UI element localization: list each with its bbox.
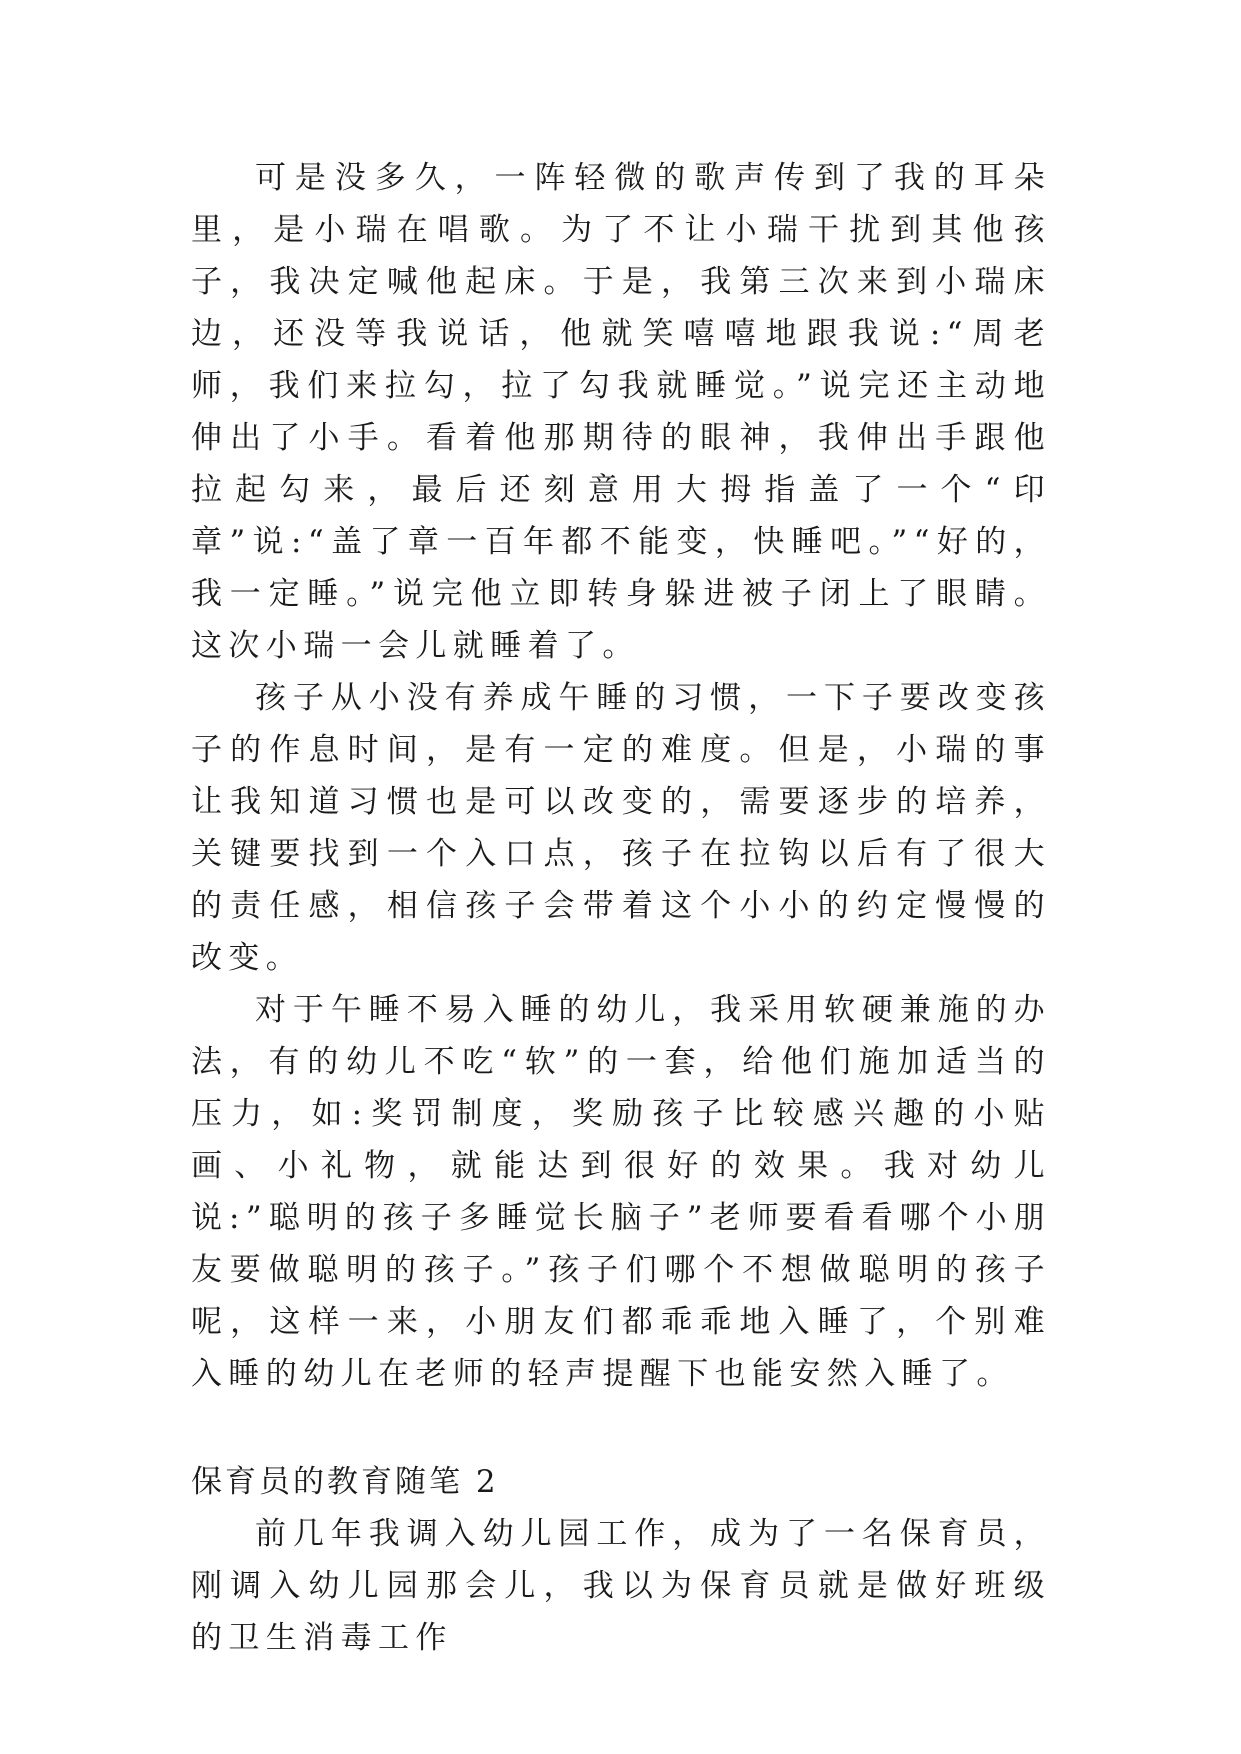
paragraph: 孩子从小没有养成午睡的习惯，一下子要改变孩子的作息时间，是有一定的难度。但是，小瑞的事让我知道习惯也是可以改变的，需要逐步的培养，关键要找到一个入口点，孩子在拉钩以后有了很大的责任感，相信孩子会带着这个小小的约定慢慢的改变。 (191, 680, 1051, 976)
paragraph: 对于午睡不易入睡的幼儿，我采用软硬兼施的办法，有的幼儿不吃“软”的一套，给他们施加适当的压力，如:奖罚制度，奖励孩子比较感兴趣的小贴画、小礼物，就能达到很好的效果。我对幼儿说:”聪明的孩子多睡觉长脑子”老师要看看哪个小朋友要做聪明的孩子。”孩子们哪个不想做聪明的孩子呢，这样一来，小朋友们都乖乖地入睡了，个别难入睡的幼儿在老师的轻声提醒下也能安然入睡了。 (191, 992, 1051, 1392)
document-body (191, 152, 1051, 1664)
paragraph: 前几年我调入幼儿园工作，成为了一名保育员，刚调入幼儿园那会儿，我以为保育员就是做好班级的卫生消毒工作 (191, 1516, 1051, 1656)
paragraph: 可是没多久，一阵轻微的歌声传到了我的耳朵里，是小瑞在唱歌。为了不让小瑞干扰到其他孩子，我决定喊他起床。于是，我第三次来到小瑞床边，还没等我说话，他就笑嘻嘻地跟我说:“周老师，我们来拉勾，拉了勾我就睡觉。”说完还主动地伸出了小手。看着他那期待的眼神，我伸出手跟他拉起勾来，最后还刻意用大拇指盖了一个“印章”说:“盖了章一百年都不能变，快睡吧。”“好的，我一定睡。”说完他立即转身躲进被子闭上了眼睛。这次小瑞一会儿就睡着了。 (191, 160, 1051, 664)
section-heading: 保育员的教育随笔 2 (191, 1464, 499, 1500)
